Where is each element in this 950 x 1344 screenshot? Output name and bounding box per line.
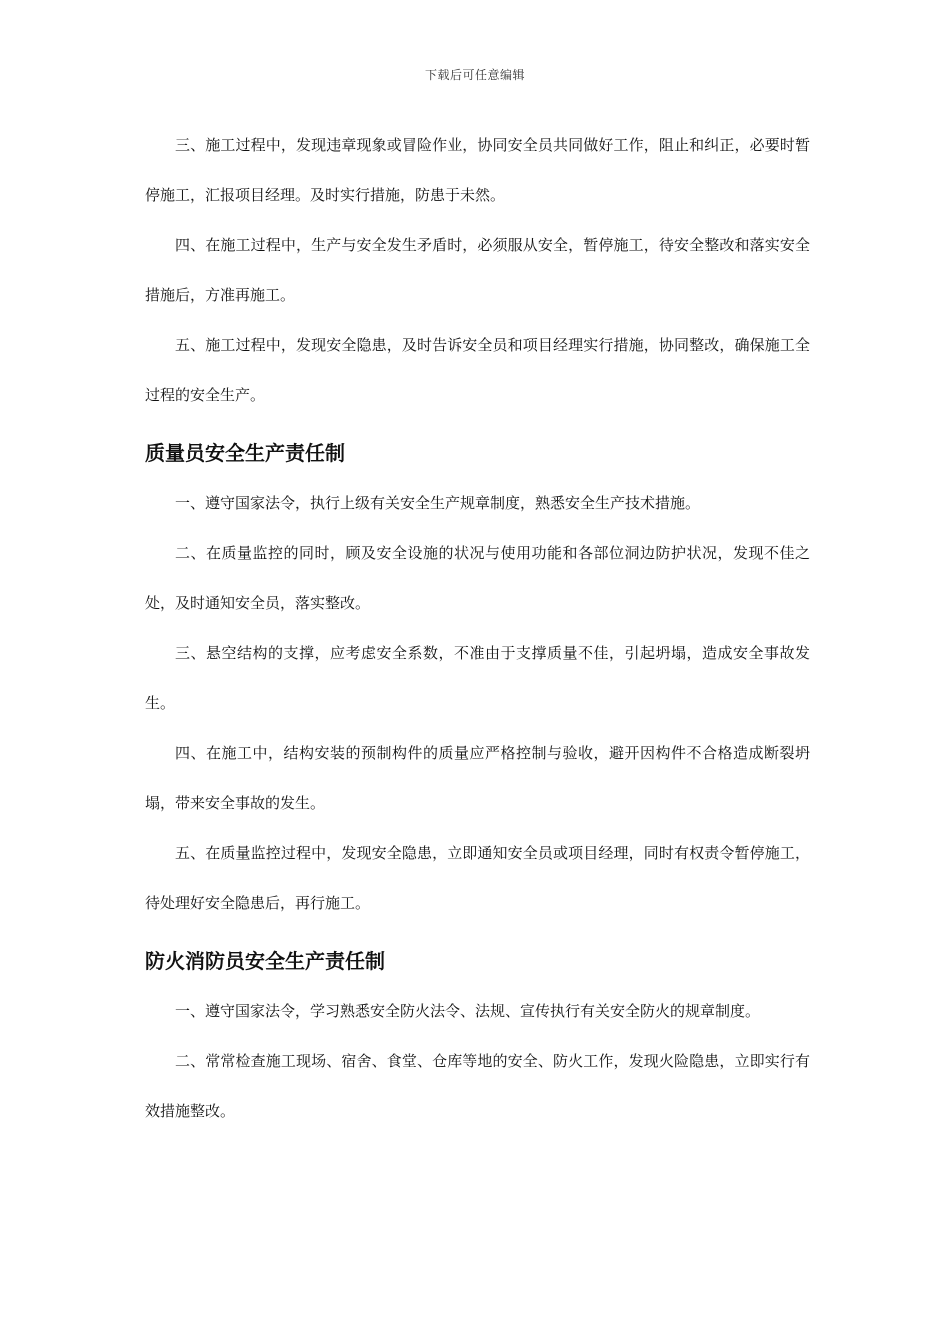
paragraph: 三、施工过程中，发现违章现象或冒险作业，协同安全员共同做好工作，阻止和纠正，必要时暂停施工，汇报项目经理。及时实行措施，防患于未然。: [145, 136, 810, 204]
document-body: [145, 120, 810, 1136]
paragraph: 一、遵守国家法令，学习熟悉安全防火法令、法规、宣传执行有关安全防火的规章制度。: [175, 1002, 761, 1020]
section-heading-fire-safety-officer: 防火消防员安全生产责任制: [145, 949, 385, 973]
paragraph: 五、施工过程中，发现安全隐患，及时告诉安全员和项目经理实行措施，协同整改，确保施工全过程的安全生产。: [145, 336, 810, 404]
section-heading-quality-inspector: 质量员安全生产责任制: [145, 441, 345, 465]
paragraph: 三、悬空结构的支撑，应考虑安全系数，不准由于支撑质量不佳，引起坍塌，造成安全事故发生。: [145, 644, 810, 712]
paragraph: 四、在施工中，结构安装的预制构件的质量应严格控制与验收，避开因构件不合格造成断裂坍塌，带来安全事故的发生。: [145, 744, 810, 812]
paragraph: 一、遵守国家法令，执行上级有关安全生产规章制度，熟悉安全生产技术措施。: [175, 494, 701, 512]
paragraph: 二、常常检查施工现场、宿舍、食堂、仓库等地的安全、防火工作，发现火险隐患，立即实行有效措施整改。: [145, 1052, 810, 1120]
paragraph: 四、在施工过程中，生产与安全发生矛盾时，必须服从安全，暂停施工，待安全整改和落实安全措施后，方准再施工。: [145, 236, 810, 304]
page-header: 下载后可任意编辑: [424, 68, 525, 82]
paragraph: 五、在质量监控过程中，发现安全隐患，立即通知安全员或项目经理，同时有权责令暂停施工，待处理好安全隐患后，再行施工。: [145, 844, 810, 912]
paragraph: 二、在质量监控的同时，顾及安全设施的状况与使用功能和各部位洞边防护状况，发现不佳之处，及时通知安全员，落实整改。: [145, 544, 810, 612]
